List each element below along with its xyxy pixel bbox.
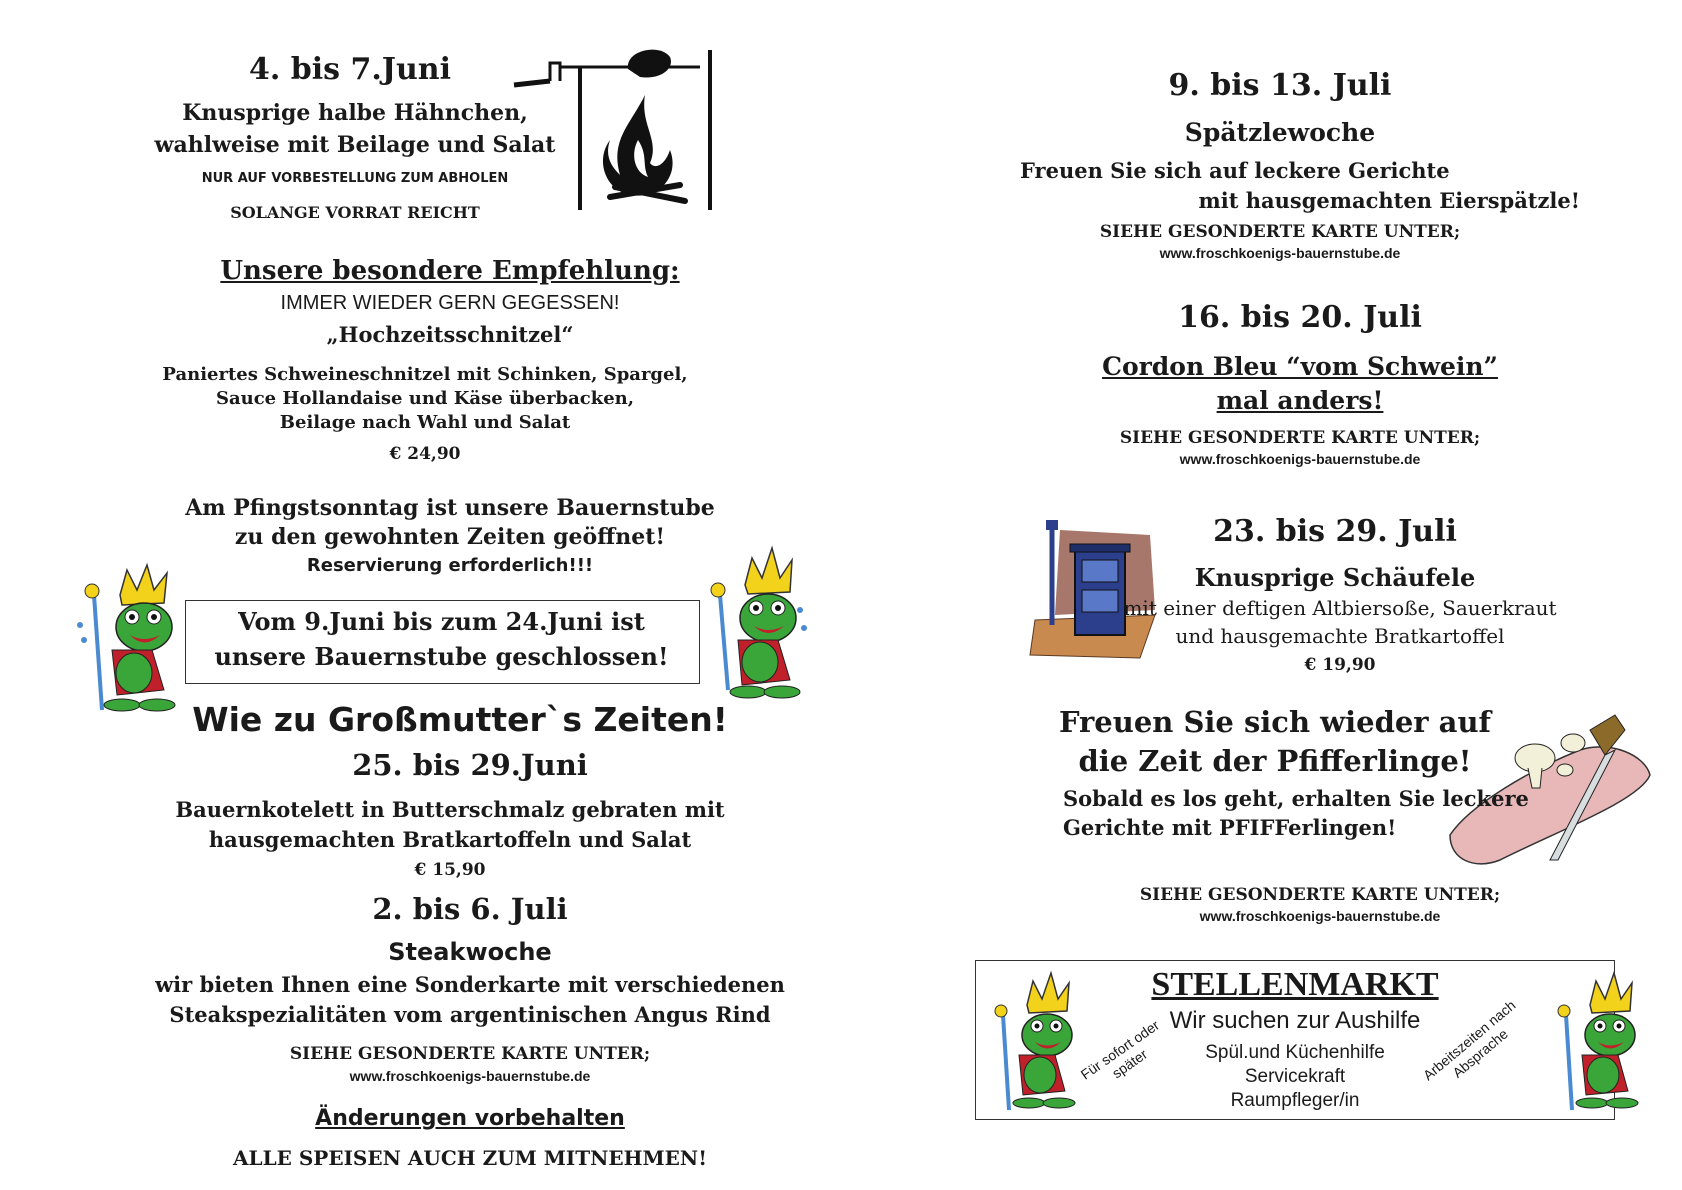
cordon-title1: Cordon Bleu “vom Schwein” xyxy=(1102,352,1498,381)
empfehlung-dish-name: „Hochzeitsschnitzel“ xyxy=(326,322,574,347)
empfehlung-title: Unsere besondere Empfehlung: xyxy=(220,256,680,286)
pfifferlinge-line1: Freuen Sie sich wieder auf xyxy=(1058,705,1492,739)
takeaway-note: ALLE SPEISEN AUCH ZUM MITNEHMEN! xyxy=(233,1146,707,1170)
spaetzle-date: 9. bis 13. Juli xyxy=(1168,68,1392,103)
stellenmarkt-start-note: Für sofort oder später xyxy=(1077,1016,1163,1083)
closed-line2: unsere Bauernstube geschlossen! xyxy=(214,642,669,671)
pfifferlinge-see-card: SIEHE GESONDERTE KARTE UNTER; xyxy=(1139,885,1501,905)
spaetzle-see-card: SIEHE GESONDERTE KARTE UNTER; xyxy=(1099,222,1461,242)
pfingsten-line2: zu den gewohnten Zeiten geöffnet! xyxy=(234,524,666,550)
empfehlung-desc2: Sauce Hollandaise und Käse überbacken, xyxy=(215,388,635,409)
steak-desc2: Steakspezialitäten vom argentinischen Angus Rind xyxy=(169,1002,771,1027)
pfingsten-line1: Am Pfingstsonntag ist unsere Bauernstube xyxy=(185,495,715,521)
empfehlung-price: € 24,90 xyxy=(389,444,461,464)
grossmutter-desc2: hausgemachten Bratkartoffeln und Salat xyxy=(208,827,692,852)
stellenmarkt-hours-note: Arbeitszeiten nach Absprache xyxy=(1419,996,1519,1084)
changes-reserved: Änderungen vorbehalten xyxy=(315,1106,625,1131)
stellenmarkt-subtitle: Wir suchen zur Aushilfe xyxy=(1169,1007,1421,1034)
grossmutter-desc1: Bauernkotelett in Butterschmalz gebraten mit xyxy=(175,797,725,822)
schaeufele-desc1: mit einer deftigen Altbiersoße, Sauerkraut xyxy=(1123,596,1557,620)
hahnchen-date: 4. bis 7.Juni xyxy=(248,52,451,87)
pfingsten-reservation: Reservierung erforderlich!!! xyxy=(306,555,594,576)
hahnchen-note-stock: SOLANGE VORRAT REICHT xyxy=(230,203,480,222)
cordon-title2: mal anders! xyxy=(1216,386,1384,415)
stellenmarkt-title: STELLENMARKT xyxy=(1151,966,1439,1003)
frog-king-icon xyxy=(985,965,1080,1115)
hahnchen-line1: Knusprige halbe Hähnchen, xyxy=(182,100,528,126)
steak-date: 2. bis 6. Juli xyxy=(372,892,568,926)
grossmutter-date: 25. bis 29.Juni xyxy=(352,748,588,782)
hahnchen-note-preorder: NUR AUF VORBESTELLUNG ZUM ABHOLEN xyxy=(201,171,509,186)
pfifferlinge-line4: Gerichte mit PFIFFerlingen! xyxy=(1063,815,1397,840)
closed-line1: Vom 9.Juni bis zum 24.Juni ist xyxy=(238,607,645,636)
frog-king-icon xyxy=(700,540,810,700)
empfehlung-desc3: Beilage nach Wahl und Salat xyxy=(279,412,571,433)
empfehlung-desc1: Paniertes Schweineschnitzel mit Schinken, Spargel, xyxy=(162,364,688,385)
schaeufele-price: € 19,90 xyxy=(1304,655,1376,675)
cordon-url-link[interactable]: www.froschkoenigs-bauernstube.de xyxy=(1179,451,1421,467)
grossmutter-title: Wie zu Großmutter`s Zeiten! xyxy=(192,700,728,739)
schaeufele-date: 23. bis 29. Juli xyxy=(1213,514,1457,549)
stellenmarkt-job2: Servicekraft xyxy=(1244,1066,1346,1087)
spaetzle-title: Spätzlewoche xyxy=(1184,118,1376,147)
grossmutter-price: € 15,90 xyxy=(414,860,486,880)
cordon-see-card: SIEHE GESONDERTE KARTE UNTER; xyxy=(1119,428,1481,448)
stellenmarkt-job1: Spül.und Küchenhilfe xyxy=(1205,1042,1385,1063)
steak-desc1: wir bieten Ihnen eine Sonderkarte mit verschiedenen xyxy=(155,972,785,997)
frog-king-icon xyxy=(1548,965,1643,1115)
pfifferlinge-line2: die Zeit der Pfifferlinge! xyxy=(1078,744,1472,778)
pfifferlinge-line3: Sobald es los geht, erhalten Sie leckere xyxy=(1063,786,1529,811)
schaeufele-title: Knusprige Schäufele xyxy=(1194,563,1476,592)
hahnchen-line2: wahlweise mit Beilage und Salat xyxy=(154,132,556,158)
cordon-date: 16. bis 20. Juli xyxy=(1178,300,1422,335)
steak-see-card: SIEHE GESONDERTE KARTE UNTER; xyxy=(289,1044,651,1064)
steak-title: Steakwoche xyxy=(388,938,552,966)
stellenmarkt-job3: Raumpfleger/in xyxy=(1230,1090,1360,1111)
spaetzle-desc1: Freuen Sie sich auf leckere Gerichte xyxy=(1020,158,1450,183)
rotisserie-fire-icon xyxy=(510,45,720,215)
spaetzle-desc2: mit hausgemachten Eierspätzle! xyxy=(1198,188,1580,213)
spaetzle-url-link[interactable]: www.froschkoenigs-bauernstube.de xyxy=(1159,245,1401,261)
schaeufele-desc2: und hausgemachte Bratkartoffel xyxy=(1175,624,1505,648)
empfehlung-subtitle: IMMER WIEDER GERN GEGESSEN! xyxy=(280,292,620,314)
frog-king-icon xyxy=(72,555,177,715)
steak-url-link[interactable]: www.froschkoenigs-bauernstube.de xyxy=(349,1068,591,1084)
pfifferlinge-url-link[interactable]: www.froschkoenigs-bauernstube.de xyxy=(1199,908,1441,924)
